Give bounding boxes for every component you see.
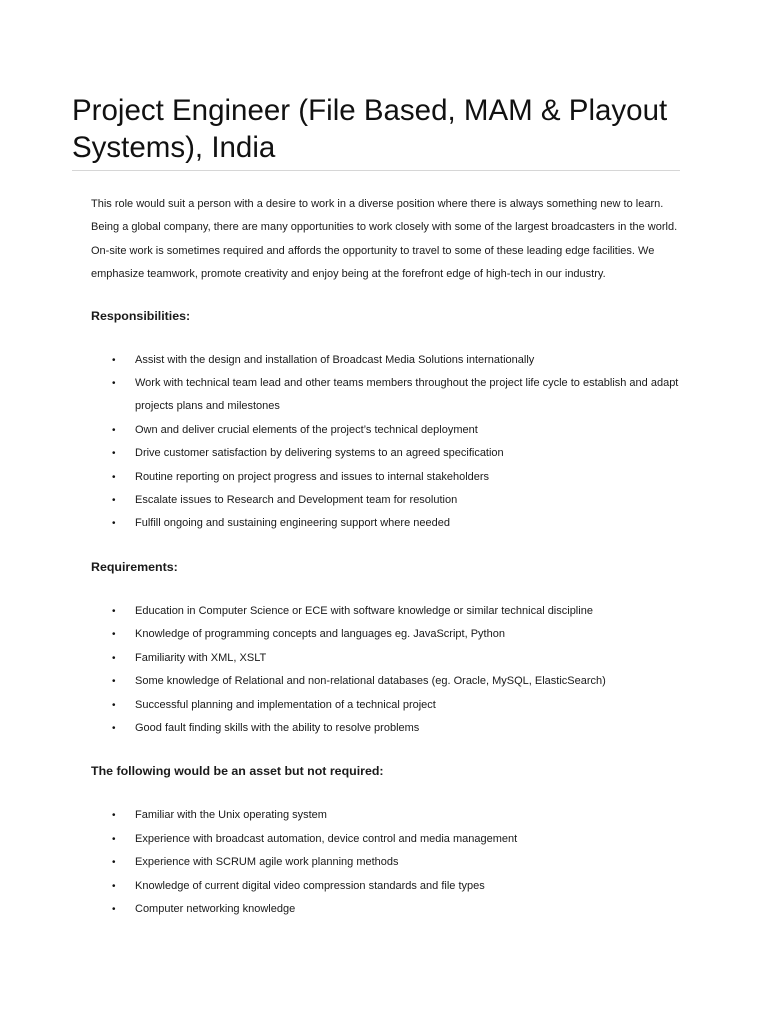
- list-item: [91, 349, 681, 372]
- list-item: [91, 898, 681, 921]
- list-item: [91, 419, 681, 442]
- list-item: [91, 466, 681, 489]
- list-item-text: Education in Computer Science or ECE with software knowledge or similar technical discipline: [135, 604, 593, 617]
- list-item-text: Own and deliver crucial elements of the project’s technical deployment: [135, 423, 478, 436]
- assets-list: [91, 804, 681, 921]
- list-item: [91, 623, 681, 646]
- list-item: [91, 442, 681, 465]
- bullet-icon: •: [112, 629, 116, 641]
- list-item-text: Routine reporting on project progress and issues to internal stakeholders: [135, 470, 490, 483]
- bullet-icon: •: [112, 857, 116, 869]
- list-item: [91, 804, 681, 827]
- list-item-text: Escalate issues to Research and Development team for resolution: [135, 494, 458, 507]
- bullet-icon: •: [112, 699, 116, 711]
- title-divider: [72, 170, 680, 171]
- bullet-icon: •: [112, 354, 116, 366]
- list-item-text: Drive customer satisfaction by delivering systems to an agreed specification: [135, 447, 504, 460]
- list-item: [91, 851, 681, 874]
- bullet-icon: •: [112, 676, 116, 688]
- list-item: [91, 694, 681, 717]
- bullet-icon: •: [112, 378, 116, 390]
- document-body: [91, 193, 681, 921]
- list-item: [91, 600, 681, 623]
- list-item-text: Successful planning and implementation of a technical project: [135, 698, 436, 711]
- list-item-text: Work with technical team lead and other teams members throughout the project life cycle to establish and adapt projects plans and milestones: [135, 377, 679, 413]
- list-item: [91, 828, 681, 851]
- responsibilities-list: [91, 349, 681, 536]
- list-item-text: Fulfill ongoing and sustaining engineering support where needed: [135, 517, 450, 530]
- bullet-icon: •: [112, 880, 116, 892]
- list-item-text: Knowledge of programming concepts and languages eg. JavaScript, Python: [135, 628, 505, 641]
- responsibilities-heading: Responsibilities:: [91, 308, 191, 323]
- bullet-icon: •: [112, 903, 116, 915]
- list-item: [91, 647, 681, 670]
- bullet-icon: •: [112, 810, 116, 822]
- list-item: [91, 512, 681, 535]
- requirements-heading: Requirements:: [91, 559, 178, 574]
- bullet-icon: •: [112, 495, 116, 507]
- list-item-text: Computer networking knowledge: [135, 902, 296, 915]
- list-item: [91, 489, 681, 512]
- bullet-icon: •: [112, 518, 116, 530]
- bullet-icon: •: [112, 448, 116, 460]
- list-item-text: Familiarity with XML, XSLT: [135, 651, 267, 664]
- bullet-icon: •: [112, 833, 116, 845]
- list-item-text: Good fault finding skills with the ability to resolve problems: [135, 721, 420, 734]
- bullet-icon: •: [112, 424, 116, 436]
- intro-paragraph: This role would suit a person with a desire to work in a diverse position where there is always something new to learn. Being a global company, there are many opportunities to work closely with some of the largest broadcasters in the world. On-site work is sometimes required and affords the opportunity to travel to some of these leading edge facilities. We emphasize teamwork, promote creativity and enjoy being at the forefront edge of high-tech in our industry.: [91, 198, 678, 281]
- bullet-icon: •: [112, 652, 116, 664]
- list-item-text: Assist with the design and installation of Broadcast Media Solutions internationally: [135, 353, 535, 366]
- list-item-text: Some knowledge of Relational and non-relational databases (eg. Oracle, MySQL, ElasticSearch): [135, 675, 606, 688]
- list-item-text: Familiar with the Unix operating system: [135, 809, 327, 822]
- bullet-icon: •: [112, 605, 116, 617]
- list-item-text: Experience with broadcast automation, device control and media management: [135, 832, 518, 845]
- list-item-text: Knowledge of current digital video compression standards and file types: [135, 879, 485, 892]
- bullet-icon: •: [112, 471, 116, 483]
- list-item: [91, 875, 681, 898]
- list-item: [91, 670, 681, 693]
- list-item-text: Experience with SCRUM agile work planning methods: [135, 856, 399, 869]
- page-title: Project Engineer (File Based, MAM & Playout Systems), India: [72, 94, 668, 164]
- assets-heading: The following would be an asset but not required:: [91, 764, 384, 779]
- bullet-icon: •: [112, 722, 116, 734]
- requirements-list: [91, 600, 681, 740]
- list-item: [91, 717, 681, 740]
- list-item: [91, 372, 681, 419]
